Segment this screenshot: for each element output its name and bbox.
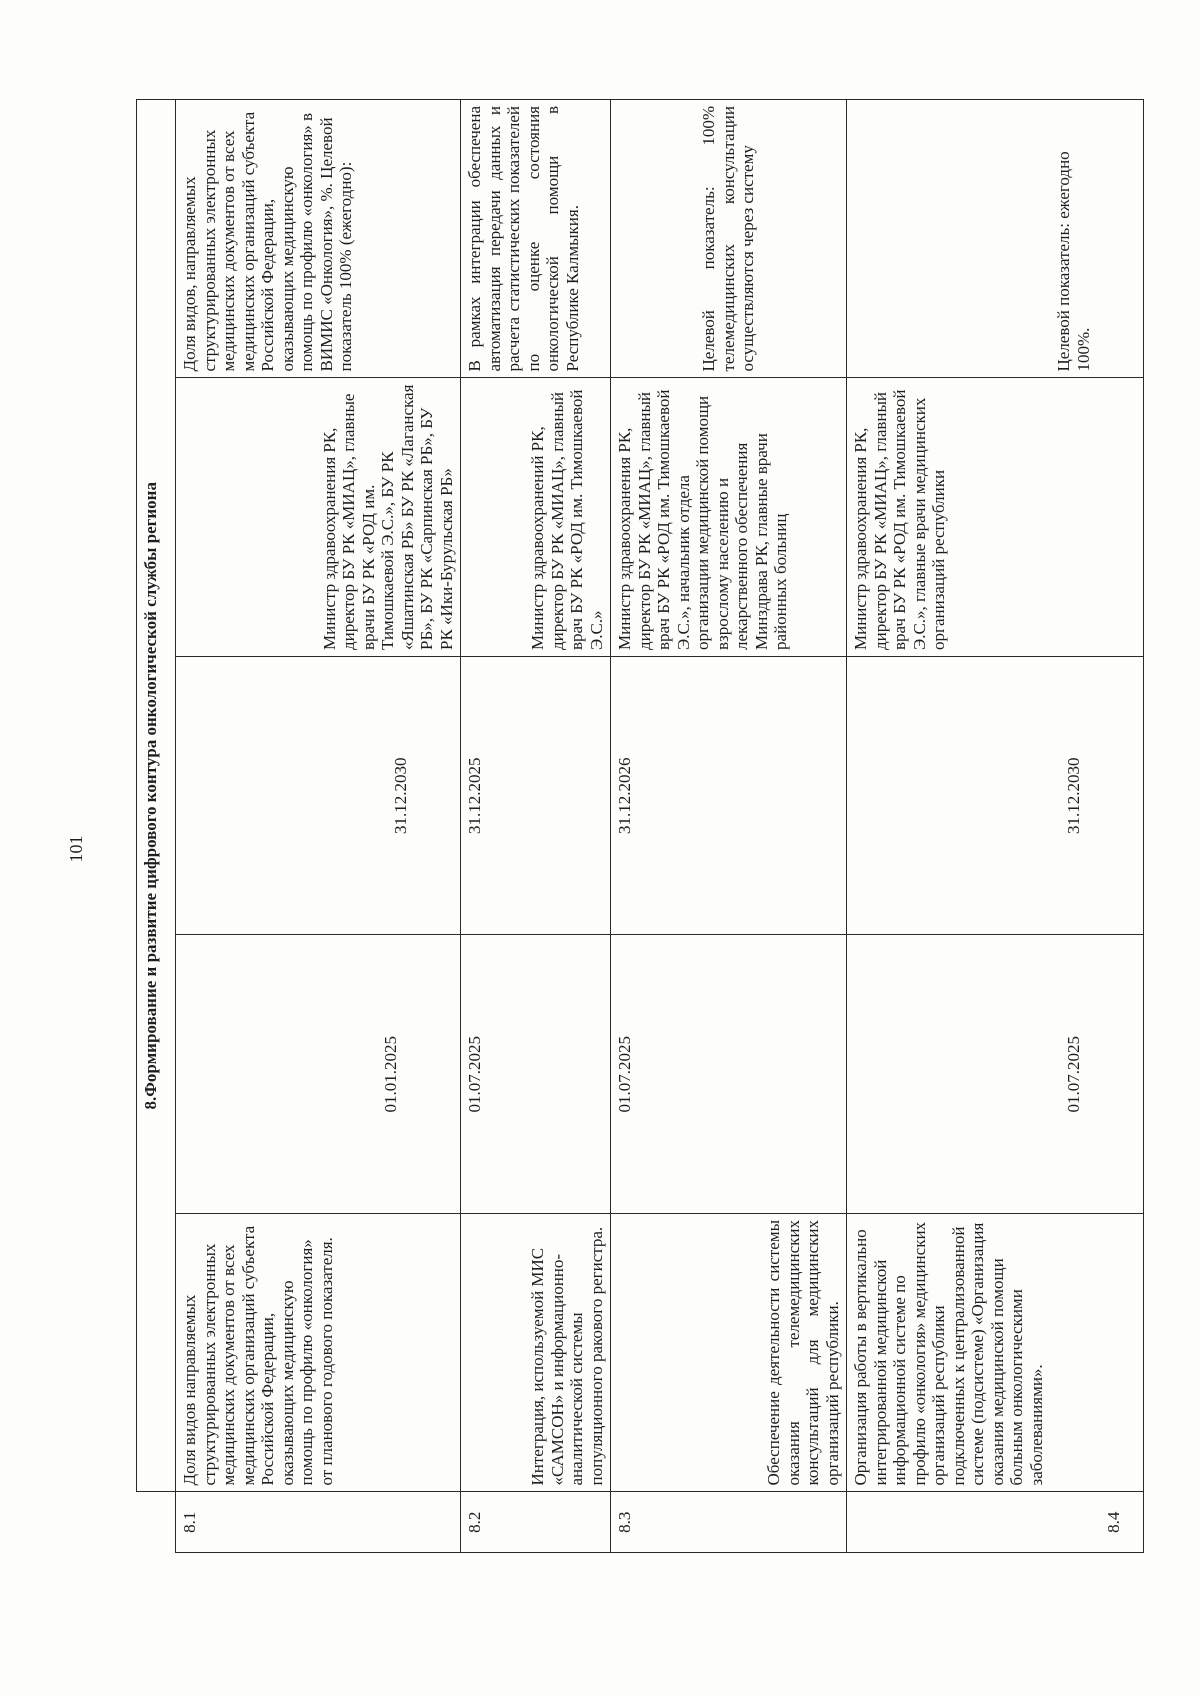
empty-corner-cell <box>137 1492 176 1553</box>
table-row <box>847 100 1144 1553</box>
page-number: 101 <box>66 835 86 863</box>
responsible-persons <box>176 378 461 657</box>
responsible-text: Министр здравоохранения РК, директор БУ РК «МИАЦ», главный врач БУ РК «РОД им. Тимошкаевой Э.С.», главные врачи медицинских организаций республики <box>851 389 948 650</box>
expected-result <box>847 100 1144 379</box>
responsible-text: Министр здравоохранения РК, директор БУ РК «МИАЦ», главный врач БУ РК «РОД им. Тимошкаевой Э.С.», начальник отдела организации медицинской помощи взрослому населению и лекарственного обеспечения Минздрава РК, главные врачи районных больниц <box>615 389 790 650</box>
row-number: 8.3 <box>611 1492 847 1553</box>
event-description <box>847 1214 1144 1493</box>
end-date: 31.12.2030 <box>176 657 461 936</box>
event-text: Интеграция, используемой МИС «САМСОН» и информационно-аналитической системы популяционного ракового регистра. <box>528 1226 606 1486</box>
result-text: Целевой показатель: ежегодно 100%. <box>1054 151 1093 372</box>
event-description <box>461 1214 611 1493</box>
result-text: В рамках интеграции обеспечена автоматизация передачи данных и расчета статистических показателей по оценке состояния онкологической помощи в Республике Калмыкия. <box>465 106 582 372</box>
result-text: Целевой показатель: 100% телемедицинских консультации осуществляются через систему <box>699 106 758 372</box>
start-date: 01.01.2025 <box>176 935 461 1214</box>
end-date: 31.12.2030 <box>847 657 1144 936</box>
responsible-text: Министр здравоохранений РК, директор БУ РК «МИАЦ», главный врач БУ РК «РОД им. Тимошкаевой Э.С.» <box>528 389 606 650</box>
expected-result <box>461 100 611 379</box>
event-description <box>176 1214 461 1493</box>
rotated-table-sheet <box>136 99 1144 1553</box>
event-text: Обеспечение деятельности системы оказания телемедицинских консультаций для медицинских организаций республики. <box>764 1220 842 1486</box>
event-text: Доля видов направляемых структурированных электронных медицинских документов от всех медицинских организаций субъекта Российской Федерации, оказывающих медицинскую помощь по профилю «онкология» от планового годового показателя. <box>180 1225 336 1486</box>
start-date: 01.07.2025 <box>847 935 1144 1214</box>
row-number: 8.2 <box>461 1492 611 1553</box>
result-text: Доля видов, направляемых структурированных электронных медицинских документов от всех медицинских организаций субъекта Российской Федерации, оказывающих медицинскую помощь по профилю «онкология» в ВИМИС «Онкология», %. Целевой показатель 100% (ежегодно): <box>180 111 355 372</box>
action-plan-table <box>136 99 1144 1553</box>
row-number: 8.1 <box>176 1492 461 1553</box>
event-text: Организация работы в вертикально интегрированной медицинской информационной системе по профилю «онкология» медицинских организаций республики подключенных к централизованной системе (подсистеме) «Организация оказания медицинской помощи больным онкологическими заболеваниями». <box>851 1221 1046 1486</box>
table-row <box>611 100 847 1553</box>
expected-result <box>611 100 847 379</box>
row-number: 8.4 <box>847 1492 1144 1553</box>
end-date: 31.12.2025 <box>461 657 611 936</box>
responsible-persons <box>847 378 1144 657</box>
responsible-text: Министр здравоохранения РК, директор БУ РК «МИАЦ», главные врачи БУ РК «РОД им. Тимошкаевой Э.С.», БУ РК «Яшатинская РБ» БУ РК «Лаганская РБ», БУ РК «Сарпинская РБ», БУ РК «Ики-Бурульская РБ» <box>319 384 456 650</box>
start-date: 01.07.2025 <box>461 935 611 1214</box>
responsible-persons <box>611 378 847 657</box>
expected-result <box>176 100 461 379</box>
section-header-row <box>137 100 176 1553</box>
section-title: 8.Формирование и развитие цифрового контура онкологической службы региона <box>137 100 176 1493</box>
table-row <box>176 100 461 1553</box>
table-row <box>461 100 611 1553</box>
end-date: 31.12.2026 <box>611 657 847 936</box>
responsible-persons <box>461 378 611 657</box>
event-description <box>611 1214 847 1493</box>
start-date: 01.07.2025 <box>611 935 847 1214</box>
